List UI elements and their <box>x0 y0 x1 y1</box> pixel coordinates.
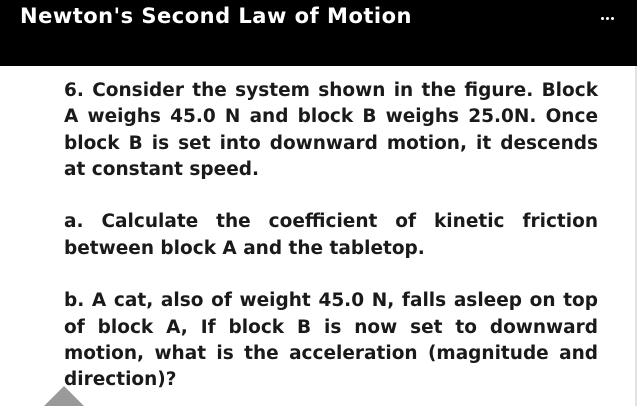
more-options-button[interactable] <box>597 8 621 26</box>
more-horizontal-icon <box>601 17 617 20</box>
problem-statement: 6. Consider the system shown in the figure. Block A weighs 45.0 N and block B weighs 25.0N. Once block B is set into downward motion, it descends at constant speed. <box>64 80 598 180</box>
question-text <box>64 78 598 394</box>
scroll-up-arrow-icon[interactable] <box>44 386 84 406</box>
title-bar <box>0 0 637 66</box>
page-title: Newton's Second Law of Motion <box>20 4 412 28</box>
part-b-question: b. A cat, also of weight 45.0 N, falls asleep on top of block A, If block B is now set to downward motion, what is the acceleration (magnitude and direction)? <box>64 290 598 391</box>
part-a-question: a. Calculate the coefficient of kinetic friction between block A and the tabletop. <box>64 211 598 259</box>
